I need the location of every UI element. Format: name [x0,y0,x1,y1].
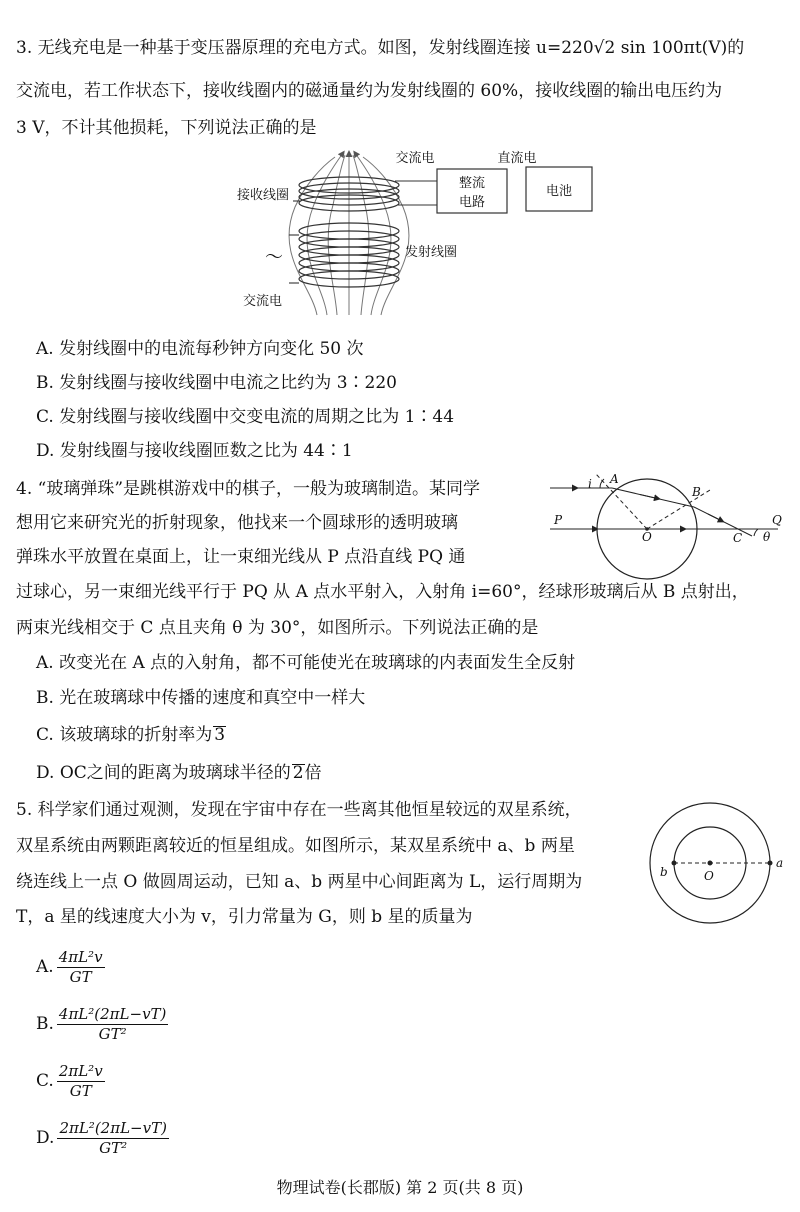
label-b: B [692,485,701,499]
fraction [57,1064,105,1099]
q4-option-b: B. 光在玻璃球中传播的速度和真空中一样大 [36,688,366,708]
sqrt-radicand: 3 [214,725,226,745]
q5-stem-line-2: 双星系统由两颗距离较近的恒星组成。如图所示，某双星系统中 a、b 两星 [16,836,575,856]
q5-option-b [36,1007,168,1042]
star-a [768,861,773,866]
label-i: i [588,477,592,491]
normal-at-a [596,474,647,529]
fraction [57,950,105,985]
q3-option-a: A. 发射线圈中的电流每秒钟方向变化 50 次 [36,339,364,359]
label-ac-bottom: 交流电 [243,294,283,309]
label-b: b [660,865,668,879]
q5-option-a [36,950,105,985]
q5-stem-line-3: 绕连线上一点 O 做圆周运动，已知 a、b 两星中心间距离为 L，运行周期为 [16,872,583,892]
fraction-numerator: 2πL²(2πL−vT) [59,1119,167,1137]
label-rectifier-2: 电路 [458,195,486,210]
q3-option-d: D. 发射线圈与接收线圈匝数之比为 44∶1 [36,441,353,461]
q4-glass-marble-figure [540,474,790,589]
q5-option-c [36,1064,105,1099]
q4-option-d-suffix: 倍 [304,763,322,783]
label-a: A [610,474,619,486]
label-transmit-coil: 发射线圈 [405,245,458,260]
label-o: O [642,530,652,544]
angle-theta-arc [754,529,758,536]
q5-stem-line-1: 5. 科学家们通过观测，发现在宇宙中存在一些离其他恒星较远的双星系统， [16,800,582,820]
field-line [328,155,345,315]
fraction-denominator: GT² [99,1139,128,1157]
fraction-numerator: 2πL²v [58,1062,103,1080]
ac-source-symbol: ～ [265,247,283,268]
exit-ray [694,507,752,536]
center-o [708,861,713,866]
label-ac-top: 交流电 [395,151,435,166]
fraction-denominator: GT [69,968,92,986]
option-label: C. [36,1071,54,1091]
label-c: C [733,531,743,545]
label-receive-coil: 接收线圈 [237,188,290,203]
fraction [57,1121,169,1156]
q4-option-c [36,726,226,745]
option-label: A. [36,957,54,977]
q3-stem-line-1: 3. 无线充电是一种基于变压器原理的充电方式。如图，发射线圈连接 u=220√2 sin 100πt(V)的 [16,38,745,58]
q4-option-a: A. 改变光在 A 点的入射角，都不可能使光在玻璃球的内表面发生全反射 [36,653,576,673]
label-o: O [704,869,714,883]
label-a: a [776,856,784,870]
option-label: B. [36,1014,54,1034]
q4-stem-line-2: 想用它来研究光的折射现象，他找来一个圆球形的透明玻璃 [16,513,458,533]
q5-binary-star-figure [640,800,790,925]
label-dc: 直流电 [497,151,537,166]
refracted-ray-arrow [640,495,658,499]
q5-option-d [36,1121,169,1156]
option-label: D. [36,1128,55,1148]
label-p: P [554,513,563,527]
q3-option-b: B. 发射线圈与接收线圈中电流之比约为 3∶220 [36,373,397,393]
field-line [353,155,369,315]
sqrt-radicand: 2 [292,763,304,783]
label-battery: 电池 [545,184,573,199]
fraction-numerator: 4πL²(2πL−vT) [58,1005,167,1023]
fraction-numerator: 4πL²v [58,948,103,966]
exit-ray-arrow [708,514,722,521]
q4-option-d-text: D. OC之间的距离为玻璃球半径的 [36,763,291,783]
q3-stem-line-2: 交流电，若工作状态下，接收线圈内的磁通量约为发射线圈的 60%，接收线圈的输出电压约为 [16,81,723,101]
q3-stem-line-3: 3 V，不计其他损耗，下列说法正确的是 [16,118,317,138]
label-theta: θ [763,530,771,544]
fraction-denominator: GT [69,1082,92,1100]
fraction [57,1007,169,1042]
q4-option-c-text: C. 该玻璃球的折射率为 [36,725,213,745]
q4-option-d [36,764,322,783]
page-footer: 物理试卷(长郡版) 第 2 页(共 8 页) [276,1178,524,1197]
fraction-denominator: GT² [98,1025,127,1043]
q5-stem-line-4: T，a 星的线速度大小为 v，引力常量为 G，则 b 星的质量为 [16,907,473,927]
q4-stem-line-1: 4. “玻璃弹珠”是跳棋游戏中的棋子，一般为玻璃制造。某同学 [16,479,481,499]
label-rectifier-1: 整流 [458,176,486,191]
q4-stem-line-3: 弹珠水平放置在桌面上，让一束细光线从 P 点沿直线 PQ 通 [16,547,466,567]
label-q: Q [772,513,782,527]
q3-option-c: C. 发射线圈与接收线圈中交变电流的周期之比为 1∶44 [36,407,455,427]
q4-stem-line-4: 过球心，另一束细光线平行于 PQ 从 A 点水平射入，入射角 i=60°，经球形玻璃后从 B 点射出， [16,582,749,602]
star-b [672,861,677,866]
q4-stem-line-5: 两束光线相交于 C 点且夹角 θ 为 30°，如图所示。下列说法正确的是 [16,618,539,638]
q3-wireless-charging-figure [225,145,605,320]
